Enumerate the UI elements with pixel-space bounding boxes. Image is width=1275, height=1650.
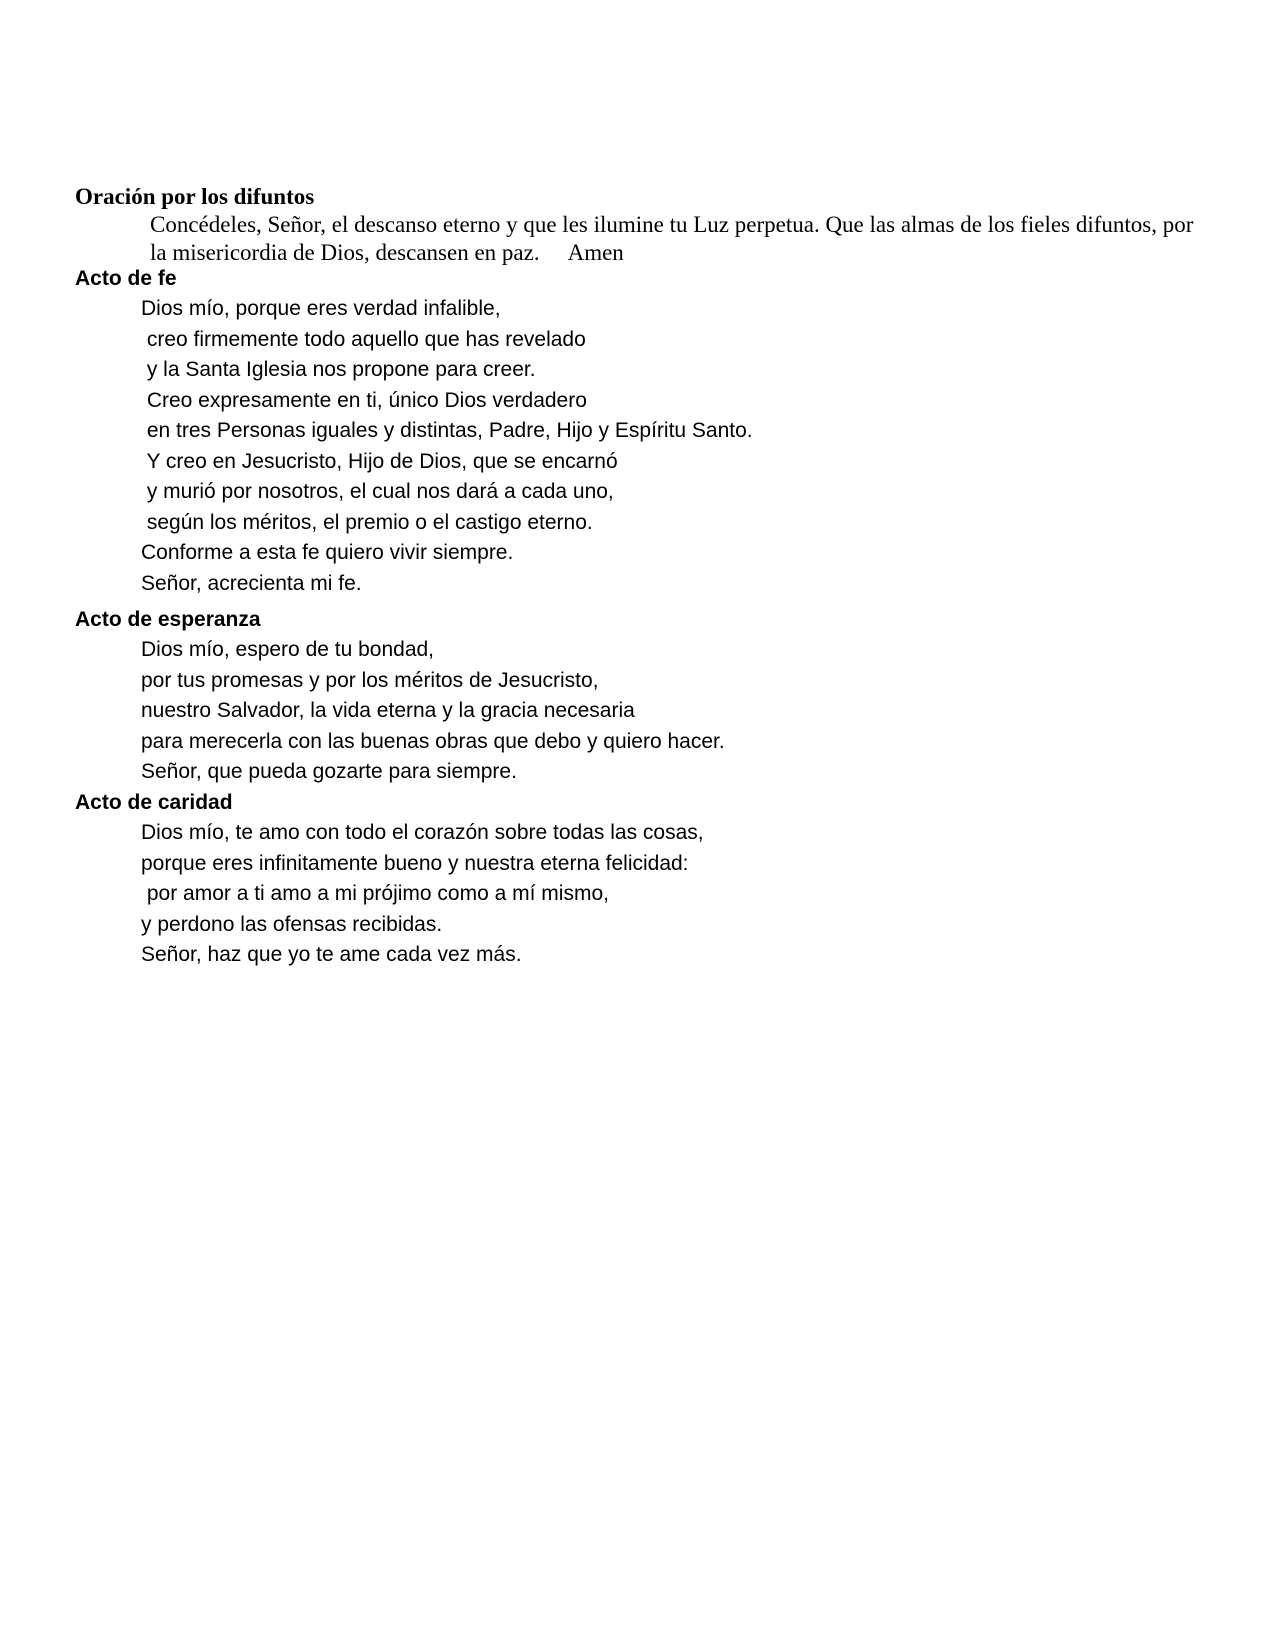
oracion-body <box>150 211 1200 267</box>
acto-caridad-lines <box>75 818 1205 971</box>
prayer-line: por tus promesas y por los méritos de Jesucristo, <box>141 668 599 692</box>
oracion-title: Oración por los difuntos <box>75 184 315 209</box>
prayer-line: y la Santa Iglesia nos propone para creer. <box>141 358 536 381</box>
prayer-line: Señor, que pueda gozarte para siempre. <box>141 760 517 783</box>
acto-fe-section <box>75 264 1205 599</box>
prayer-line: creo firmemente todo aquello que has revelado <box>141 327 586 351</box>
prayer-line: Creo expresamente en ti, único Dios verdadero <box>141 388 587 412</box>
prayer-line: y murió por nosotros, el cual nos dará a cada uno, <box>141 480 614 503</box>
prayer-line: nuestro Salvador, la vida eterna y la gracia necesaria <box>141 699 635 722</box>
prayer-line: para merecerla con las buenas obras que debo y quiero hacer. <box>141 729 725 753</box>
acto-caridad-section <box>75 788 1205 971</box>
amen-text: Amen <box>567 240 624 265</box>
prayer-line: Conforme a esta fe quiero vivir siempre. <box>141 541 514 564</box>
prayer-line: Y creo en Jesucristo, Hijo de Dios, que se encarnó <box>141 449 618 473</box>
acto-fe-title: Acto de fe <box>75 267 177 290</box>
prayer-line: por amor a ti amo a mi prójimo como a mí mismo, <box>141 882 609 905</box>
prayer-line: Señor, haz que yo te ame cada vez más. <box>141 943 522 966</box>
acto-caridad-title: Acto de caridad <box>75 791 233 814</box>
acto-esperanza-lines <box>75 635 1205 788</box>
prayer-line: en tres Personas iguales y distintas, Padre, Hijo y Espíritu Santo. <box>141 419 753 442</box>
acto-fe-lines <box>75 294 1205 599</box>
prayer-line: Dios mío, porque eres verdad infalible, <box>141 297 501 320</box>
oracion-text: Concédeles, Señor, el descanso eterno y que les ilumine tu Luz perpetua. Que las almas de los fieles difuntos, por la misericordia de Dios, descansen en paz. <box>150 212 1194 265</box>
prayer-line: según los méritos, el premio o el castigo eterno. <box>141 510 593 534</box>
prayer-line: Dios mío, te amo con todo el corazón sobre todas las cosas, <box>141 821 704 844</box>
acto-esperanza-section <box>75 605 1205 788</box>
prayer-line: Dios mío, espero de tu bondad, <box>141 638 435 661</box>
oracion-section <box>75 183 1205 267</box>
prayer-line: y perdono las ofensas recibidas. <box>141 912 443 936</box>
prayer-line: porque eres infinitamente bueno y nuestra eterna felicidad: <box>141 851 689 875</box>
prayer-line: Señor, acrecienta mi fe. <box>141 571 362 595</box>
acto-esperanza-title: Acto de esperanza <box>75 608 261 631</box>
